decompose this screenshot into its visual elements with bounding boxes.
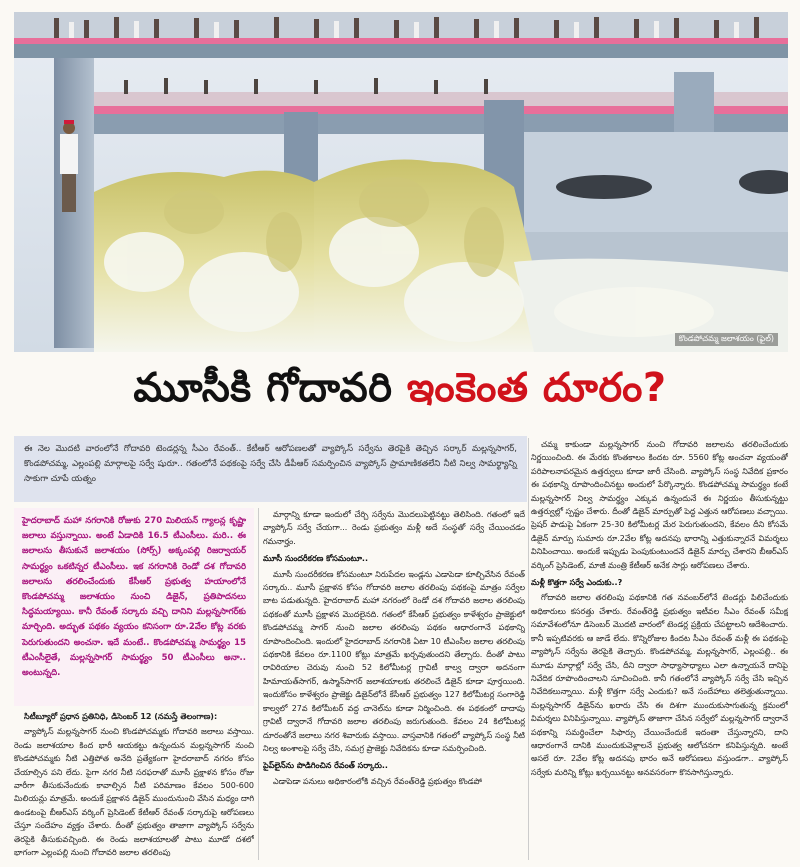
column-2-para-3: ఎడాపెడా పనులు అధికారంలోకి వచ్చిన రేవంత్‌రెడ్డి ప్రభుత్వం కొండపో: [273, 776, 482, 786]
headline: [0, 356, 800, 420]
column-3-para-2: గోదావరి జలాల తరలింపు పథకానికి గత నవంబర్‌లోనే టెండర్లు పిలిచేందుకు అధికారులు కసరత్తు చేశారు. రేవంత్‌రెడ్డి ప్రభుత్వం ఇటీవల సీఎం రేవంత్ సమీక్ష సమావేశంలోనూ డిసెంబర్ మొదటి వారంలో టెండర్ల ప్రక్రియ చేపట్టాలని ఆదేశించారు. కానీ ఇప్పటివరకు ఆ జాడే లేదు. కొన్నిరోజుల కిందట సీఎం రేవంత్ మళ్లీ ఈ పథకంపై వ్యాప్కోస్ సర్వేను తెరపైకి తెచ్చారు. కొండపోచమ్మ, మల్లన్నసాగర్, ఎల్లంపల్లి.. ఈ మూడు మార్గాల్లో సర్వే చేసి, దీని ద్వారా సాధ్యాసాధ్యాలు ఎలా ఉన్నాయనే దానిపై నివేదిక రూపొందించాలని సూచించింది. కానీ గతంలోనే వ్యాప్కోస్ సర్వే చేసి ఇచ్చిన నివేదికలున్నాయి. మళ్లీ కొత్తగా సర్వే ఎందుకు? అనే సందేహాలు తలెత్తుతున్నాయి. మల్లన్నసాగర్ డిజైన్‌ను ఖరారు చేసి ఈ దిశగా ముందుకుసాగుతున్న క్రమంలో విమర్శలు వినిపిస్తున్నాయి. వ్యాప్కోస్ తాజాగా చేసిన సర్వేలో మల్లన్నసాగర్ ద్వారానే పథకాన్ని సమర్థించేలా సిఫార్సు చేయించేందుకే ఇదంతా చేస్తున్నారని, దాని ఆధారంగానే దానికి ముందుకువెళ్లాలనే ప్రభుత్వ ఆలోచనగా కనిపిస్తున్నది. అంటే అసలే రూ. 2వేల కోట్ల అదనపు భారం అనే ఆరోపణలు వస్తుండగా.. వ్యాప్కోస్ సర్వేకు మరిన్ని కోట్లు ఖర్చయినట్టు అనవసరంగా కొనసాగిస్తున్నారు.: [531, 593, 788, 777]
highlight-box: [14, 508, 254, 706]
summary-deck: [14, 436, 527, 502]
column-1-body: వ్యాప్కోస్ మల్లన్నసాగర్ నుంచి కొండపోచమ్మకు గోదావరి జలాలు వస్తాయి. రెండు జలాశయాల కింద భారీ ఆయకట్టు ఉన్నందున మల్లన్నసాగర్ నుంచి కొండపోచమ్మకు నీటి ఎత్తిపోత అనేది ప్రత్యేకంగా హైదరాబాద్ నగరం కోసం చేయాల్సిన పని లేదు. పైగా నగర నీటి సరఫరాతో మూసీ ప్రక్షాళన కోసం రోజు వారీగా తీసుకునేందుకు కావాల్సిన నీటి పరిమాణం కేవలం 500-600 మిలియన్లు మాత్రమే. అందుకే ప్రక్షాళన డిజైన్ ముందునుంచి వేసిన మధ్యం దాగి ఉండటంపై బీఆర్ఎస్ వర్కింగ్ ప్రెసిడెంట్ కేటీఆర్ రేవంత్ సర్కారుపై ఆరోపణలు చేస్తూ సందేహం వ్యక్తం చేశారు. దీంతో ప్రభుత్వం తాజాగా వ్యాప్కోస్ సర్వేను తెరపైకి తీసుకువచ్చింది. ఈ రెండు జలాశయాలతో పాటు మూడో దశలో భాగంగా ఎల్లంపల్లి నుంచి గోదావరి జలాల తరలింపు: [14, 727, 254, 858]
column-2-para-1: మార్గాన్ని కూడా ఇందులో చేర్చి సర్వేను మొదలుపెట్టినట్టు తెలిసింది. గతంలో ఇదే వ్యాప్కోస్ సర్వే చేయగా... రెండు ప్రభుత్వం మళ్లీ అదే సంస్థతో సర్వే చేయించడం గమనార్హం.: [263, 510, 525, 546]
article-column-1: [14, 710, 254, 861]
subheading-musi-beautification: మూసీ సుందరీకరణ కోసమంటూ..: [263, 554, 369, 564]
highlight-text: హైదరాబాద్ మహా నగరానికి రోజుకు 270 మిలియన్ గ్యాలన్ల కృష్ణా జలాలు వస్తున్నాయి. అంటే ఏడాదికి 16.5 టీఎంసీలు. మరి.. ఈ జలాలను తీసుకునే జలాశయం (సోర్స్) అక్కంపల్లి రిజర్వాయర్ సామర్థ్యం ఒకటిన్నర టీఎంసీలు. ఇక నగరానికి రెండో దశ గోదావరి జలాలను తరలించేందుకు కేసీఆర్ ప్రభుత్వ హయాంలోనే కొండపోచమ్మ జలాశయం నుంచి డిజైన్, ప్రతిపాదనలు సిద్ధమయ్యాయి. కానీ రేవంత్ సర్కారు వచ్చి దానిని మల్లన్నసాగర్‌కు మార్చింది. అద్భుత పథకం వ్యయం కనిసంగా రూ.2వేల కోట్ల వరకు పెరుగుతుందని అంచనా. ఇదే మంటే.. కొండపోచమ్మ సామర్థ్యం 15 టీఎంసీలైతే, మల్లన్నసాగర్ సామర్థ్యం 50 టీఎంసీలు అనా.. అంటున్నది.: [22, 516, 246, 679]
dam-photo-illustration: [14, 12, 788, 352]
column-divider: [528, 438, 529, 860]
column-3-para-1: చమ్మ కాకుండా మల్లన్నసాగర్ నుంచి గోదావరి జలాలను తరలించేందుకు నిర్ణయించింది. ఈ మేరకు కొంతకాలం కిందట రూ. 5560 కోట్ల అంచనా వ్యయంతో పరిపాలనాపరమైన ఉత్తర్వులు కూడా జారీ చేసింది. వ్యాప్కోస్ సంస్థ నివేదిక ప్రకారం ఈ పథకాన్ని రూపొందించినట్టు అందులో పేర్కొన్నారు. కొండపోచమ్మ సామర్థ్యం కంటే మల్లన్నసాగర్ నిల్వ సామర్థ్యం ఎక్కువ ఉన్నందునే ఈ నిర్ణయం తీసుకున్నట్టు ఉత్తర్వుల్లో స్పష్టం చేశారు. దీంతో డిజైన్ మార్పుతో పెద్ద ఎత్తున ఆరోపణలు వచ్చాయి. ప్రెషర్ పాడుపై ఏకంగా 25-30 కిలోమీటర్ల మేర పెరుగుతుందని, కేవలం దీని కోసమే డిజైన్ మార్పు సుమారు రూ.2వేల కోట్ల అదనపు భారాన్ని ఎత్తుకున్నారనే విమర్శలు వినిపించాయి. అందుకే ఇప్పుడు పెంపుకుంటుందనే డిజైన్ మార్పు చేశారని బీఆర్ఎస్ వర్కింగ్ ప్రెసిడెంట్, మాజీ మంత్రి కేటీఆర్ అనేక సార్లు ఆరోపణలు చేశారు.: [531, 440, 788, 570]
subheading-pipeline: పైప్‌లైన్‌ను పొడిగించిన రేవంత్ సర్కారు..: [263, 761, 388, 771]
photo-credit: కొండపోచమ్మ జలాశయం (ఫైల్): [675, 333, 778, 346]
article-column-2: [263, 508, 525, 790]
dam-photo: [14, 12, 788, 352]
headline-part2: ఇంకెంత దూరం?: [406, 365, 667, 411]
article-column-3: [531, 438, 788, 781]
column-divider: [258, 508, 259, 860]
subheading-new-survey: మళ్లీ కొత్తగా సర్వే ఎందుకు..?: [531, 578, 623, 588]
column-2-para-2: మూసీ సుందరీకరణ కోసమంటూ నిరుపేదల ఇండ్లను ఎడాపెడా కూల్చివేసిన రేవంత్ సర్కారు.. మూసీ ప్రక్షాళన కోసం గోదావరి జలాల తరలింపు పథకంపై మాత్రం సర్వేల బాట పడుతున్నది. హైదరాబాద్ మహా నగరంలో రెండో దశ గోదావరి జలాల తరలింపు పథకంతో మూసీ ప్రక్షాళన మొదలైనది. గతంలో కేసీఆర్ ప్రభుత్వం కాళేశ్వరం ప్రాజెక్టులో కొండపోచమ్మ సాగర్ నుంచి జలాల తరలింపు పథకం ఆధారంగానే పథకాన్ని రూపొందించింది. ఇందులో హైదరాబాద్ నగరానికి ఏటా 10 టీఎంసీల జలాల తరలింపు పథకానికి కేవలం రూ.1100 కోట్లు మాత్రమే ఖర్చవుతుందని తేల్చారు. దీంతో పాటు రావిరియాల చెరువు నుంచి 52 కిలోమీటర్ల గ్రావిటీ కాల్వ ద్వారా అదనంగా హిమాయత్‌సాగర్, ఉస్మాన్‌సాగర్ జలాశయాలకు తరలించే డిజైన్ కూడా పూర్తయింది. ఇందుకోసం కాళేశ్వరం ప్రాజెక్టు డిజైన్‌లోనే కేసీఆర్ ప్రభుత్వం 127 కిలోమీటర్ల సంగారెడ్డి కాల్వలో 27వ కిలోమీటర్ వద్ద చానెల్‌ను కూడా నిర్మించింది. ఈ పథకంలో దాదాపు గ్రావిటీ ద్వారానే గోదావరి జలాల తరలింపు జరుగుతుంది. కేవలం 24 కిలోమీటర్ల దూరంతోనే జలాలు నగర శివారుకు వస్తాయి. వాస్తవానికి గతంలో వ్యాప్కోస్ సంస్థ నీటి నిల్వ అంశాలపై సర్వే చేసి, సమగ్ర ప్రాజెక్టు నివేదికను కూడా సమర్పించింది.: [263, 569, 525, 753]
headline-part1: మూసీకి గోదావరి: [133, 365, 393, 411]
summary-deck-text: ఈ నెల మొదటి వారంలోనే గోదావరి టెండర్లన్న సీఎం రేవంత్.. కేటీఆర్ ఆరోపణలతో వ్యాప్కోస్ సర్వేను తెరపైకి తెచ్చిన సర్కార్ మల్లన్నసాగర్, కొండపోచమ్మ, ఎల్లంపల్లి మార్గాలపై సర్వే షురూ.. గతంలోనే పథకంపై సర్వే చేసి డీపీఆర్ సమర్పించిన వ్యాప్కోస్ ప్రామాణికతలేని నీటి నిల్వ సామర్థ్యాన్ని సాకుగా చూపే యత్నం: [24, 444, 517, 484]
dateline: సిటీబ్యూరో ప్రధాన ప్రతినిధి, డిసెంబర్ 12 (నమస్తే తెలంగాణ):: [24, 712, 218, 721]
